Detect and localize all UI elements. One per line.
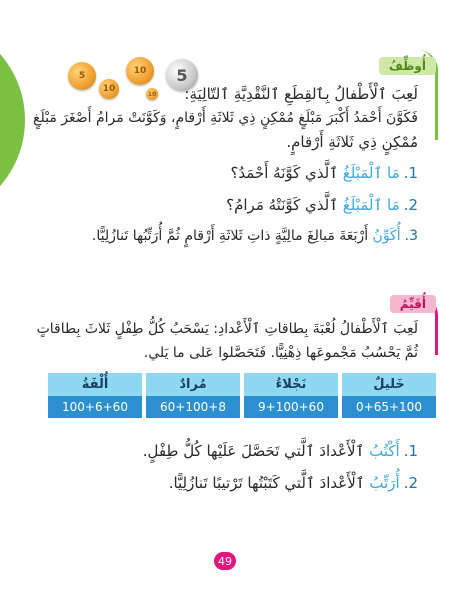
coin-5-silver: 5 xyxy=(166,59,198,91)
question-1-1 xyxy=(230,162,418,184)
coin-10-gold: 10 xyxy=(146,88,158,100)
coin-10-gold: 10 xyxy=(126,57,154,85)
question-keyword: أَكْتُبُ xyxy=(369,442,400,460)
question-number: 2. xyxy=(403,196,418,214)
question-text: أَرْبَعَةَ مَبالِغَ مالِيَّةٍ ذاتِ ثَلاثَةِ أَرْقامٍ ثُمَّ أُرَتِّبُها تَنازُلِيًّا. xyxy=(91,228,373,244)
question-text: ٱلْأَعْدادَ ٱلَّتي كَتَبْتُها تَرْتيبًا تَنازُلِيًّا. xyxy=(168,474,370,492)
number-cards-table xyxy=(44,373,440,418)
question-2-1 xyxy=(143,440,418,462)
section2-body-line2: ثُمَّ يَحْسُبُ مَجْموعَها ذِهْنِيًّا. فَتَحَصَّلوا عَلى ما يَلي. xyxy=(143,345,418,361)
coin-10-gold: 10 xyxy=(99,79,119,99)
question-1-2 xyxy=(226,194,418,216)
question-number: 2. xyxy=(403,474,418,492)
decorative-green-arc xyxy=(0,20,25,220)
question-2-2 xyxy=(169,472,418,494)
table-header-row xyxy=(48,373,436,396)
table-cell: 9+100+60 xyxy=(244,396,338,418)
question-number: 3. xyxy=(404,228,418,244)
section1-intro: لَعِبَ ٱلْأَطْفالُ بِٱلقِطَعِ ٱلنَّقْدِيَّةِ ٱلتّالِيَةِ: xyxy=(184,85,418,103)
question-text: ٱلَّذي كَوَّنَهُ أَحْمَدُ؟ xyxy=(230,164,343,182)
question-text: ٱلَّذي كَوَّنَتْهُ مَرامُ؟ xyxy=(226,196,343,214)
question-keyword: مَا ٱلْمَبْلَغُ xyxy=(342,196,400,214)
question-number: 1. xyxy=(403,442,418,460)
section-apply-badge: أُوظِّفُ xyxy=(379,57,436,75)
table-header-cell: خَليلٌ xyxy=(342,373,436,396)
table-row xyxy=(48,396,436,418)
question-text: ٱلْأَعْدادَ ٱلَّتي تَحَصَّلَ عَلَيْها كُلُّ طِفْلٍ. xyxy=(142,442,370,460)
question-keyword: أُكَوِّنُ xyxy=(372,228,401,244)
section-assess-badge: أُقَيِّمُ xyxy=(390,295,436,313)
question-number: 1. xyxy=(403,164,418,182)
table-header-cell: نَجْلاءُ xyxy=(244,373,338,396)
section1-body-line1: فَكَوَّنَ أَحْمَدُ أَكْبَرَ مَبْلَغٍ مُمْكِنٍ ذِي ثَلاثَةِ أَرْقامٍ، وَكَوَّنَتْ مَرامُ أَصْغَرَ مَبْلَغٍ xyxy=(33,110,418,126)
section1-body-line2: مُمْكِنٍ ذِي ثَلاثَةِ أَرْقامٍ. xyxy=(286,133,418,151)
table-cell: 0+65+100 xyxy=(342,396,436,418)
page-number: 49 xyxy=(214,552,236,570)
section2-body-line1: لَعِبَ ٱلْأَطْفالُ لُعْبَةَ بِطاقاتِ ٱلْأَعْدادِ: يَسْحَبُ كُلُّ طِفْلٍ ثَلاثَ بِطاقاتٍ xyxy=(36,321,418,337)
coin-5-gold: 5 xyxy=(68,62,96,90)
question-1-3 xyxy=(92,225,418,247)
table-cell: 100+6+60 xyxy=(48,396,142,418)
table-header-cell: أُلْفَةُ xyxy=(48,373,142,396)
question-keyword: مَا ٱلْمَبْلَغُ xyxy=(342,164,400,182)
question-keyword: أُرَتِّبُ xyxy=(369,474,400,492)
table-header-cell: مُرادٌ xyxy=(146,373,240,396)
table-cell: 60+100+8 xyxy=(146,396,240,418)
